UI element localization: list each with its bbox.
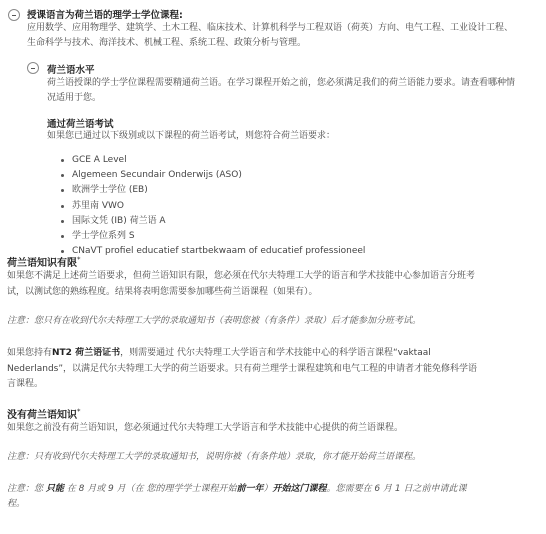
- nt2-bold: NT2 荷兰语证书: [52, 348, 121, 358]
- program-list-line1: 应用数学、应用物理学、建筑学、土木工程、临床技术、计算机科学与工程双语（荷英）方向、电气工程、工业设计工程、: [27, 23, 514, 33]
- dutch-level-line1: 荷兰语授课的学士学位课程需要精通荷兰语。在学习课程开始之前，您必须满足我们的荷兰语能力要求。请查看哪种情: [47, 78, 516, 88]
- nt2-line1: [7, 346, 431, 361]
- list-item: Algemeen Secundair Onderwijs (ASO): [58, 168, 365, 183]
- nt2-prefix: 如果您持有: [7, 348, 53, 358]
- note2-b: 只能: [45, 484, 64, 494]
- note2-f: 开始这门课程: [272, 484, 327, 494]
- exam-intro: 如果您已通过以下级别或以下课程的荷兰语考试，则您符合荷兰语要求：: [47, 131, 336, 141]
- note2-g: 。您需要在 6 月 1 日之前申请此课: [326, 484, 467, 494]
- none-note2-line2: 程。: [7, 499, 26, 509]
- dutch-level-line2: 况适用于您。: [47, 93, 102, 103]
- note2-d: 前一年: [236, 484, 264, 494]
- note2-c: 在 8 月或 9 月（在 您的理学学士课程开始: [63, 484, 237, 494]
- list-item: 学士学位系列 S: [58, 229, 365, 244]
- dutch-level-title: 荷兰语水平: [47, 65, 95, 76]
- limited-heading: [7, 254, 81, 269]
- none-heading-text: 没有荷兰语知识: [7, 410, 77, 421]
- nt2-line3: 言课程。: [7, 379, 44, 389]
- note2-a: 注意：您: [7, 484, 46, 494]
- collapse-toggle-icon[interactable]: [8, 9, 20, 21]
- nt2-line2: Nederlands”，以满足代尔夫特理工大学的荷兰语要求。只有荷兰理学士课程建筑和电气工程的申请者才能免修科学语: [7, 364, 478, 374]
- list-item: 欧洲学士学位 (EB): [58, 183, 365, 198]
- exam-list: [58, 153, 365, 259]
- limited-note: 注意：您只有在收到代尔夫特理工大学的录取通知书（表明您被（有条件）录取）后才能参加分班考试。: [7, 316, 422, 326]
- none-asterisk: *: [77, 407, 81, 416]
- program-list-line2: 生命科学与技术、海洋技术、机械工程、系统工程、政策分析与管理。: [27, 38, 307, 48]
- exam-title: 通过荷兰语考试: [47, 119, 114, 130]
- program-section-title: 授课语言为荷兰语的理学士学位课程:: [27, 10, 183, 21]
- note2-e: ）: [263, 484, 273, 494]
- collapse-toggle-icon[interactable]: [27, 62, 39, 74]
- limited-asterisk: *: [77, 255, 81, 264]
- list-item: CNaVT profiel educatief startbekwaam of educatief professioneel: [58, 244, 365, 259]
- none-note1: 注意：只有收到代尔夫特理工大学的录取通知书，说明你被（有条件地）录取，你才能开始荷兰语课程。: [7, 452, 422, 462]
- list-item: 国际文凭 (IB) 荷兰语 A: [58, 214, 365, 229]
- limited-line2: 试，以测试您的熟练程度。结果将表明您需要参加哪些荷兰语课程（如果有）。: [7, 287, 318, 297]
- limited-heading-text: 荷兰语知识有限: [7, 258, 77, 269]
- none-note2-line1: [7, 482, 466, 497]
- list-item: GCE A Level: [58, 153, 365, 168]
- none-heading: [7, 406, 81, 421]
- nt2-line1-rest: ，则需要通过 代尔夫特理工大学语言和学术技能中心的科学语言课程“vaktaal: [120, 348, 431, 358]
- list-item: 苏里南 VWO: [58, 199, 365, 214]
- limited-line1: 如果您不满足上述荷兰语要求，但荷兰语知识有限，您必须在代尔夫特理工大学的语言和学术技能中心参加语言分班考: [7, 271, 476, 281]
- none-line1: 如果您之前没有荷兰语知识，您必须通过代尔夫特理工大学语言和学术技能中心提供的荷兰语课程。: [7, 423, 404, 433]
